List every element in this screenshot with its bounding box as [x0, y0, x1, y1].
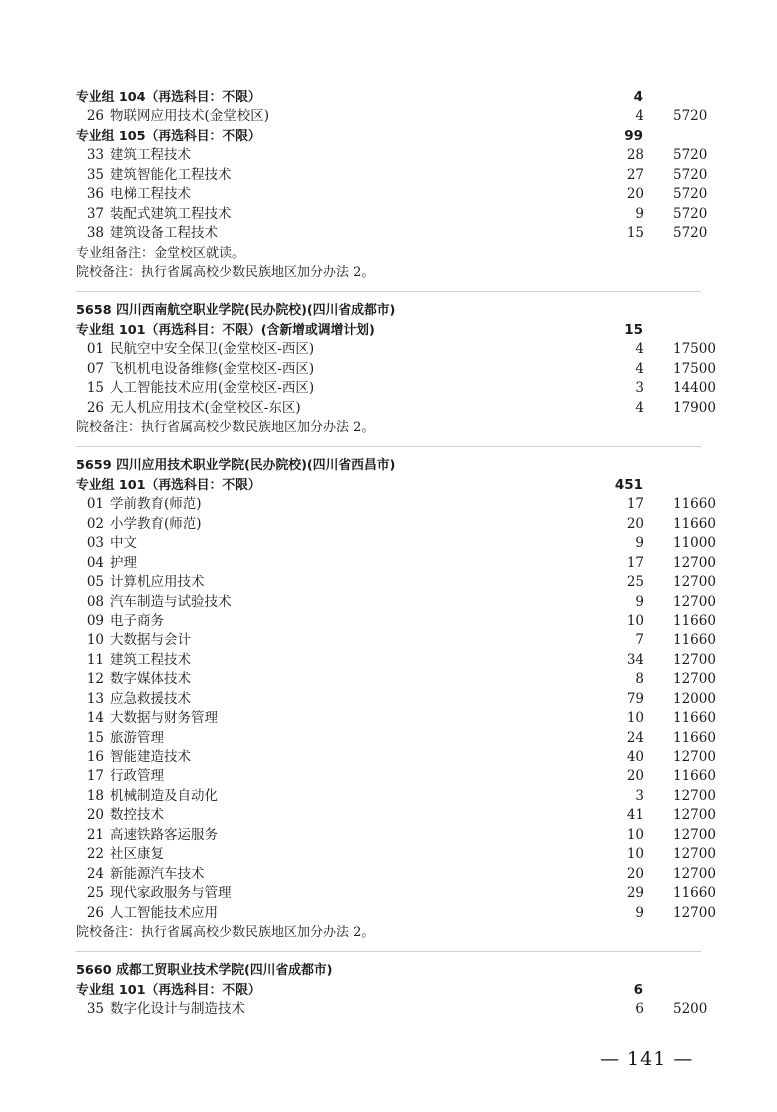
- major-row: [0, 573, 777, 592]
- tuition-fee: 14400: [673, 380, 716, 397]
- major-row: [0, 651, 777, 670]
- major-name: 装配式建筑工程技术: [110, 205, 232, 222]
- plan-count: 28: [626, 147, 644, 164]
- major-code: 10: [86, 632, 104, 649]
- major-code: 37: [86, 205, 104, 222]
- major-label: [82, 593, 232, 612]
- plan-count: 10: [626, 612, 644, 629]
- admission-plan-table: [0, 88, 777, 1020]
- major-row: [0, 554, 777, 573]
- major-code: 25: [86, 885, 104, 902]
- major-code: 18: [86, 787, 104, 804]
- major-row: [0, 515, 777, 534]
- major-code: 35: [86, 166, 104, 183]
- major-label: [82, 709, 218, 728]
- major-name: 建筑智能化工程技术: [110, 166, 232, 183]
- tuition-fee: 12700: [673, 574, 716, 591]
- group-label: 专业组 101（再选科目：不限）: [76, 477, 261, 493]
- plan-count: 4: [635, 399, 644, 416]
- plan-count: 10: [626, 710, 644, 727]
- major-row: [0, 185, 777, 204]
- major-row: [0, 787, 777, 806]
- school-label: 5659 四川应用技术职业学院(民办院校)(四川省西昌市): [76, 458, 396, 474]
- group-row: [0, 88, 777, 107]
- major-code: 17: [86, 768, 104, 785]
- plan-count: 24: [626, 729, 644, 746]
- tuition-fee: 12700: [673, 671, 716, 688]
- tuition-fee: 11660: [673, 768, 716, 785]
- major-row: [0, 690, 777, 709]
- major-row: [0, 360, 777, 379]
- major-label: [82, 166, 232, 185]
- major-code: 01: [86, 341, 104, 358]
- major-name: 物联网应用技术(金堂校区): [110, 108, 270, 125]
- plan-count: 3: [635, 787, 644, 804]
- school-row: [0, 301, 777, 320]
- major-code: 12: [86, 671, 104, 688]
- major-row: [0, 340, 777, 359]
- major-code: 15: [86, 380, 104, 397]
- major-name: 数控技术: [110, 807, 164, 824]
- tuition-fee: 11660: [673, 612, 716, 629]
- plan-count: 9: [635, 904, 644, 921]
- major-name: 学前教育(师范): [110, 496, 202, 513]
- plan-count: 17: [626, 554, 644, 571]
- tuition-fee: 5720: [673, 147, 708, 164]
- major-name: 社区康复: [110, 846, 164, 863]
- note-row: [0, 418, 777, 437]
- major-name: 旅游管理: [110, 729, 164, 746]
- major-label: [82, 554, 137, 573]
- section-divider: [76, 291, 701, 292]
- major-row: [0, 146, 777, 165]
- major-label: [82, 379, 314, 398]
- major-row: [0, 767, 777, 786]
- tuition-fee: 12700: [673, 593, 716, 610]
- plan-count: 451: [614, 476, 643, 493]
- plan-count: 40: [626, 749, 644, 765]
- note-label: 专业组备注：金堂校区就读。: [76, 245, 246, 261]
- major-name: 民航空中安全保卫(金堂校区-西区): [110, 341, 315, 358]
- tuition-fee: 5720: [673, 108, 708, 125]
- group-row: [0, 981, 777, 1000]
- plan-count: 6: [635, 1001, 644, 1018]
- section-divider: [76, 446, 701, 447]
- tuition-fee: 12700: [673, 826, 716, 843]
- major-label: [82, 865, 205, 884]
- major-row: [0, 399, 777, 418]
- major-label: [82, 205, 232, 224]
- major-label: [82, 495, 202, 514]
- major-name: 现代家政服务与管理: [110, 885, 232, 902]
- note-label: 院校备注：执行省属高校少数民族地区加分办法 2。: [76, 420, 375, 435]
- school-row: [0, 456, 777, 475]
- tuition-fee: 5720: [673, 186, 708, 203]
- major-code: 26: [86, 108, 104, 125]
- tuition-fee: 5200: [673, 1001, 708, 1018]
- major-row: [0, 495, 777, 514]
- group-label: 专业组 105（再选科目：不限）: [76, 128, 261, 144]
- major-label: [82, 845, 164, 864]
- major-label: [82, 146, 191, 165]
- tuition-fee: 17900: [673, 399, 716, 416]
- major-name: 小学教育(师范): [110, 515, 202, 532]
- major-label: [82, 360, 314, 379]
- major-name: 计算机应用技术: [110, 574, 205, 591]
- major-code: 08: [86, 593, 104, 610]
- major-label: [82, 729, 164, 748]
- tuition-fee: 5720: [673, 225, 708, 242]
- school-row: [0, 961, 777, 980]
- plan-count: 4: [635, 341, 644, 358]
- major-code: 38: [86, 225, 104, 242]
- major-code: 13: [86, 690, 104, 707]
- major-name: 电子商务: [110, 612, 164, 629]
- major-label: [82, 185, 191, 204]
- major-name: 数字化设计与制造技术: [110, 1001, 245, 1018]
- tuition-fee: 11660: [673, 729, 716, 746]
- plan-count: 99: [624, 127, 643, 144]
- section-divider: [76, 951, 701, 952]
- major-row: [0, 534, 777, 553]
- major-name: 中文: [110, 535, 137, 552]
- plan-count: 4: [635, 360, 644, 377]
- plan-count: 7: [635, 632, 644, 649]
- tuition-fee: 12700: [673, 807, 716, 824]
- plan-count: 79: [626, 690, 644, 707]
- major-row: [0, 904, 777, 923]
- major-label: [82, 806, 164, 825]
- major-name: 建筑设备工程技术: [110, 225, 218, 242]
- major-name: 高速铁路客运服务: [110, 826, 218, 843]
- major-name: 飞机机电设备维修(金堂校区-西区): [110, 360, 315, 377]
- major-name: 护理: [110, 554, 137, 571]
- plan-count: 9: [635, 593, 644, 610]
- major-row: [0, 729, 777, 748]
- note-row: [0, 263, 777, 282]
- plan-count: 10: [626, 846, 644, 863]
- tuition-fee: 12000: [673, 690, 716, 707]
- plan-count: 20: [626, 865, 644, 882]
- note-row: [0, 244, 777, 263]
- major-row: [0, 631, 777, 650]
- plan-count: 25: [626, 574, 644, 591]
- major-name: 机械制造及自动化: [110, 787, 218, 804]
- major-code: 26: [86, 399, 104, 416]
- major-row: [0, 884, 777, 903]
- major-name: 行政管理: [110, 768, 164, 785]
- major-name: 大数据与会计: [110, 632, 191, 649]
- major-row: [0, 1000, 777, 1019]
- major-row: [0, 748, 777, 767]
- tuition-fee: 17500: [673, 341, 716, 358]
- plan-count: 3: [635, 380, 644, 397]
- major-label: [82, 748, 191, 767]
- major-code: 04: [86, 554, 104, 571]
- plan-count: 9: [635, 535, 644, 552]
- tuition-fee: 5720: [673, 205, 708, 222]
- major-label: [82, 690, 191, 709]
- tuition-fee: 12700: [673, 554, 716, 571]
- tuition-fee: 17500: [673, 360, 716, 377]
- major-row: [0, 826, 777, 845]
- major-code: 09: [86, 612, 104, 629]
- tuition-fee: 12700: [673, 787, 716, 804]
- major-code: 14: [86, 710, 104, 727]
- plan-count: 20: [626, 768, 644, 785]
- major-label: [82, 670, 191, 689]
- major-name: 新能源汽车技术: [110, 865, 205, 882]
- major-name: 大数据与财务管理: [110, 710, 218, 727]
- plan-count: 9: [635, 205, 644, 222]
- school-label: 5660 成都工贸职业技术学院(四川省成都市): [76, 963, 333, 979]
- major-row: [0, 670, 777, 689]
- major-label: [82, 534, 137, 553]
- major-row: [0, 612, 777, 631]
- major-code: 24: [86, 865, 104, 882]
- tuition-fee: 12700: [673, 651, 716, 668]
- major-code: 21: [86, 826, 104, 843]
- major-name: 应急救援技术: [110, 690, 191, 707]
- major-code: 20: [86, 807, 104, 824]
- major-label: [82, 787, 218, 806]
- major-code: 03: [86, 535, 104, 552]
- plan-count: 41: [626, 807, 644, 824]
- major-code: 35: [86, 1001, 104, 1018]
- school-label: 5658 四川西南航空职业学院(民办院校)(四川省成都市): [76, 303, 396, 319]
- plan-count: 27: [626, 166, 644, 183]
- major-label: [82, 515, 202, 534]
- major-code: 11: [86, 651, 104, 668]
- group-row: [0, 127, 777, 146]
- plan-count: 4: [633, 89, 643, 105]
- major-label: [82, 612, 164, 631]
- tuition-fee: 11660: [673, 515, 716, 532]
- major-name: 建筑工程技术: [110, 147, 191, 164]
- tuition-fee: 11660: [673, 496, 716, 513]
- major-code: 01: [86, 496, 104, 513]
- major-row: [0, 709, 777, 728]
- page-number: — 141 —: [600, 1048, 694, 1070]
- tuition-fee: 11660: [673, 632, 716, 649]
- major-name: 人工智能技术应用: [110, 904, 218, 921]
- major-name: 数字媒体技术: [110, 671, 191, 688]
- major-row: [0, 205, 777, 224]
- plan-count: 29: [626, 885, 644, 902]
- tuition-fee: 11660: [673, 885, 716, 902]
- major-row: [0, 593, 777, 612]
- major-row: [0, 107, 777, 126]
- major-name: 人工智能技术应用(金堂校区-西区): [110, 380, 315, 397]
- major-code: 05: [86, 574, 104, 591]
- tuition-fee: 12700: [673, 865, 716, 882]
- major-name: 无人机应用技术(金堂校区-东区): [110, 399, 301, 416]
- plan-count: 15: [626, 225, 644, 242]
- group-row: [0, 321, 777, 340]
- major-code: 07: [86, 360, 104, 377]
- group-label: 专业组 104（再选科目：不限）: [76, 90, 261, 105]
- major-code: 02: [86, 515, 104, 532]
- plan-count: 4: [635, 108, 644, 125]
- major-name: 汽车制造与试验技术: [110, 593, 232, 610]
- major-label: [82, 399, 301, 418]
- plan-count: 20: [626, 186, 644, 203]
- major-name: 智能建造技术: [110, 749, 191, 765]
- major-label: [82, 767, 164, 786]
- note-row: [0, 923, 777, 942]
- tuition-fee: 12700: [673, 846, 716, 863]
- tuition-fee: 5720: [673, 166, 708, 183]
- tuition-fee: 11000: [673, 535, 716, 552]
- major-label: [82, 904, 218, 923]
- note-label: 院校备注：执行省属高校少数民族地区加分办法 2。: [76, 924, 375, 940]
- major-label: [82, 884, 232, 903]
- major-row: [0, 166, 777, 185]
- major-row: [0, 379, 777, 398]
- plan-count: 8: [635, 671, 644, 688]
- major-row: [0, 806, 777, 825]
- plan-count: 10: [626, 826, 644, 843]
- major-code: 22: [86, 846, 104, 863]
- plan-count: 6: [633, 981, 643, 998]
- group-label: 专业组 101（再选科目：不限）: [76, 982, 261, 998]
- plan-count: 34: [626, 651, 644, 668]
- group-label: 专业组 101（再选科目：不限）(含新增或调增计划): [76, 322, 375, 338]
- tuition-fee: 12700: [673, 904, 716, 921]
- major-code: 36: [86, 186, 104, 203]
- group-row: [0, 476, 777, 495]
- major-label: [82, 573, 205, 592]
- major-row: [0, 845, 777, 864]
- major-label: [82, 1000, 245, 1019]
- major-name: 建筑工程技术: [110, 651, 191, 668]
- major-code: 33: [86, 147, 104, 164]
- major-label: [82, 826, 218, 845]
- note-label: 院校备注：执行省属高校少数民族地区加分办法 2。: [76, 264, 375, 280]
- major-label: [82, 651, 191, 670]
- plan-count: 17: [626, 496, 644, 513]
- major-label: [82, 107, 269, 126]
- major-label: [82, 224, 218, 243]
- major-code: 26: [86, 904, 104, 921]
- major-row: [0, 865, 777, 884]
- plan-count: 15: [624, 321, 643, 338]
- major-label: [82, 631, 191, 650]
- tuition-fee: 11660: [673, 710, 716, 727]
- tuition-fee: 12700: [673, 749, 716, 765]
- plan-count: 20: [626, 515, 644, 532]
- major-code: 16: [86, 749, 104, 765]
- major-row: [0, 224, 777, 243]
- major-name: 电梯工程技术: [110, 186, 191, 203]
- major-code: 15: [86, 729, 104, 746]
- major-label: [82, 340, 314, 359]
